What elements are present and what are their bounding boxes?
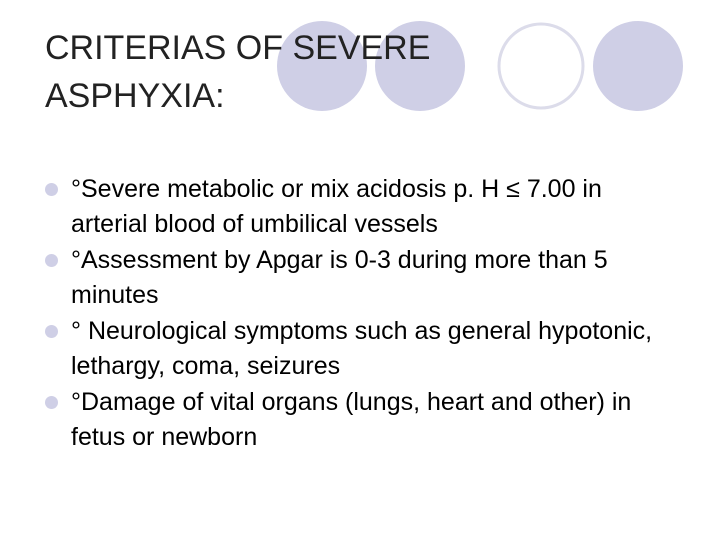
decor-circle-4 xyxy=(593,21,683,111)
bullet-dot-icon xyxy=(45,183,58,196)
bullet-dot-icon xyxy=(45,325,58,338)
bullet-item xyxy=(45,314,685,384)
bullet-text: °Assessment by Apgar is 0-3 during more than 5 minutes xyxy=(71,246,608,309)
bullet-list xyxy=(45,172,685,456)
bullet-text: °Damage of vital organs (lungs, heart and other) in fetus or newborn xyxy=(71,388,632,451)
bullet-text: ° Neurological symptoms such as general hypotonic, lethargy, coma, seizures xyxy=(71,317,653,380)
slide-title: CRITERIAS OF SEVERE ASPHYXIA: xyxy=(45,29,431,115)
bullet-dot-icon xyxy=(45,254,58,267)
decor-circle-3 xyxy=(499,24,583,108)
bullet-item xyxy=(45,172,685,242)
bullet-text: °Severe metabolic or mix acidosis p. H ≤ 7.00 in arterial blood of umbilical vessels xyxy=(71,175,602,238)
bullet-dot-icon xyxy=(45,396,58,409)
bullet-item xyxy=(45,243,685,313)
bullet-item xyxy=(45,385,685,455)
